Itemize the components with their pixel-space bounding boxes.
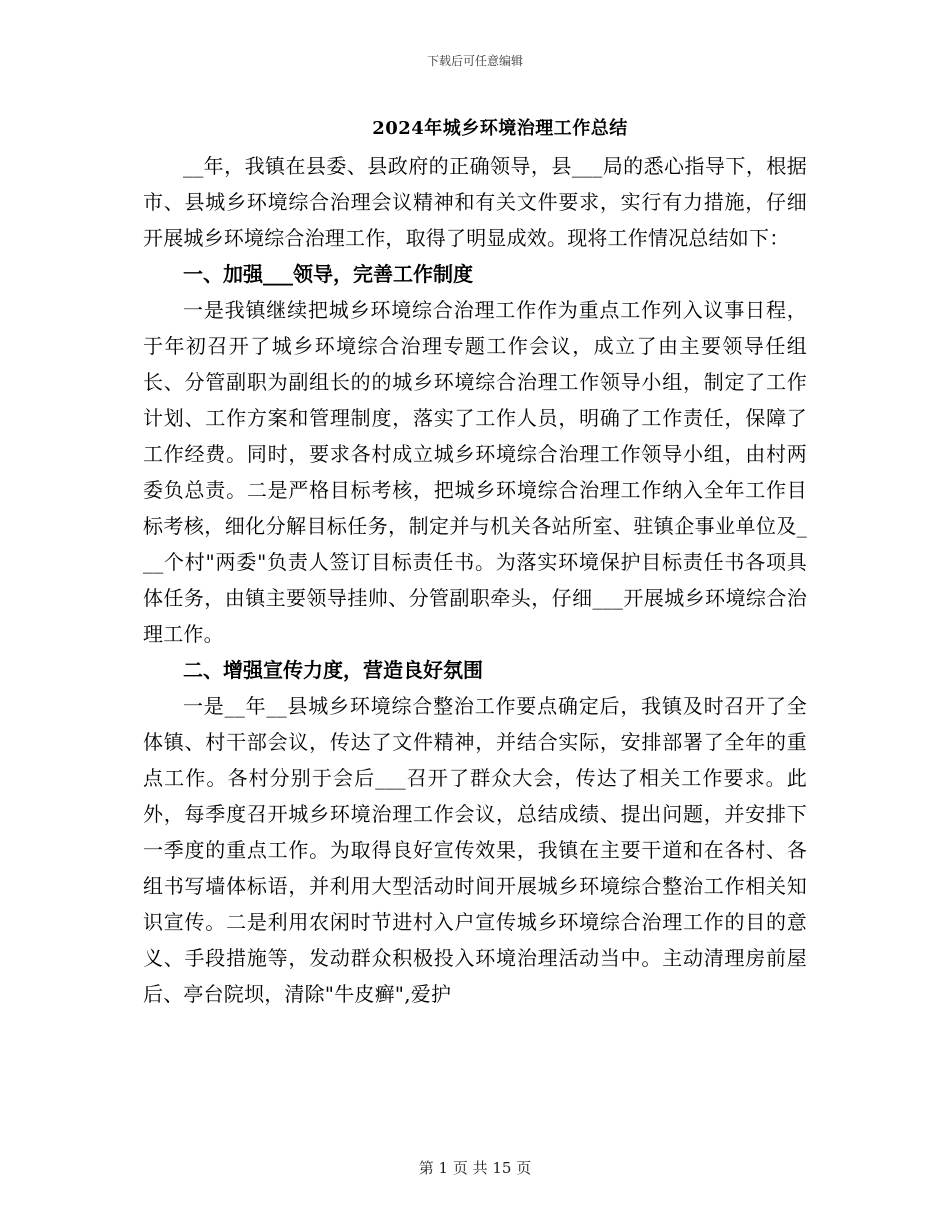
page-number-footer: 第 1 页 共 15 页 [418, 1159, 532, 1177]
page-header-note: 下载后可任意编辑 [426, 54, 523, 68]
document-body [143, 148, 807, 1012]
section-2-paragraph: 一是__年__县城乡环境综合整治工作要点确定后，我镇及时召开了全体镇、村干部会议，传达了文件精神，并结合实际，安排部署了全年的重点工作。各村分别于会后___召开了群众大会，传达了相关工作要求。此外，每季度召开城乡环境治理工作会议，总结成绩、提出问题，并安排下一季度的重点工作。为取得良好宣传效果，我镇在主要干道和在各村、各组书写墙体标语，并利用大型活动时间开展城乡环境综合整治工作相关知识宣传。二是利用农闲时节进村入户宣传城乡环境综合治理工作的目的意义、手段措施等，发动群众积极投入环境治理活动当中。主动清理房前屋后、亭台院坝，清除"牛皮癣",爱护 [143, 694, 807, 1006]
section-1-paragraph: 一是我镇继续把城乡环境综合治理工作作为重点工作列入议事日程，于年初召开了城乡环境综合治理专题工作会议，成立了由主要领导任组长、分管副职为副组长的的城乡环境综合治理工作领导小组，制定了工作计划、工作方案和管理制度，落实了工作人员，明确了工作责任，保障了工作经费。同时，要求各村成立城乡环境综合治理工作领导小组，由村两委负总责。二是严格目标考核，把城乡环境综合治理工作纳入全年工作目标考核，细化分解目标任务，制定并与机关各站所室、驻镇企事业单位及___个村"两委"负责人签订目标责任书。为落实环境保护目标责任书各项具体任务，由镇主要领导挂帅、分管副职牵头，仔细___开展城乡环境综合治理工作。 [143, 298, 807, 646]
section-heading-1: 一、加强___领导，完善工作制度 [183, 262, 473, 286]
document-title: 2024年城乡环境治理工作总结 [372, 118, 628, 139]
intro-paragraph: __年，我镇在县委、县政府的正确领导，县___局的悉心指导下，根据市、县城乡环境综合治理会议精神和有关文件要求，实行有力措施，仔细开展城乡环境综合治理工作，取得了明显成效。现将工作情况总结如下： [143, 154, 807, 250]
section-heading-2: 二、增强宣传力度，营造良好氛围 [183, 658, 483, 682]
